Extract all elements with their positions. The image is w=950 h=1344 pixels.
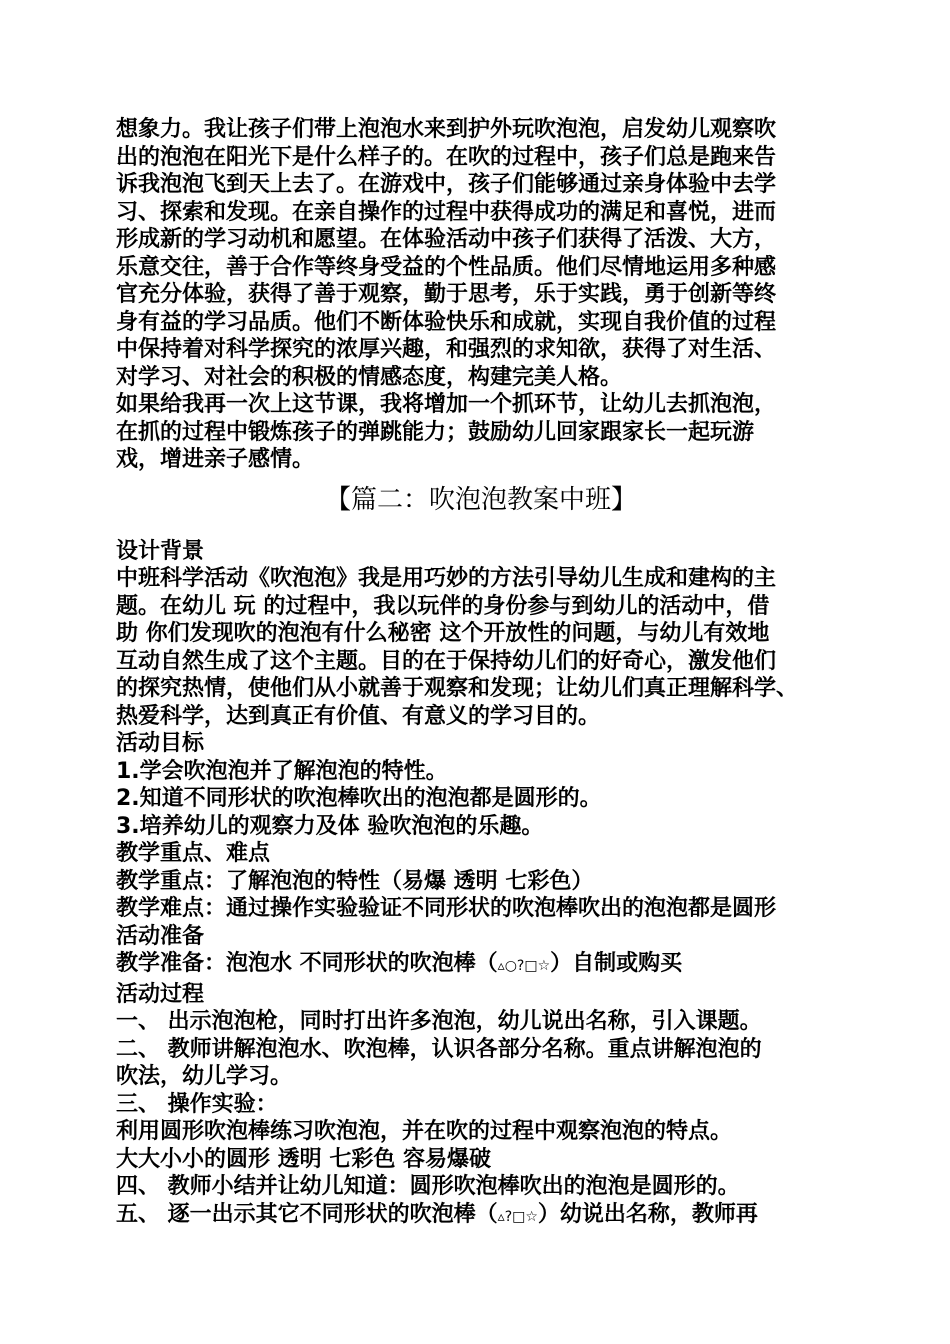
goal-item: 3.培养幼儿的观察力及体 验吹泡泡的乐趣。 [116,813,544,839]
background-heading: 设计背景 [116,538,205,564]
document-body [116,116,846,1231]
goal-item: 1.学会吹泡泡并了解泡泡的特性。 [116,758,448,784]
text-line: 中保持着对科学探究的浓厚兴趣，和强烈的求知欲，获得了对生活、 [116,337,777,362]
improvement-paragraph [116,391,846,474]
preparation-heading: 活动准备 [116,923,205,949]
text-line: 出的泡泡在阳光下是什么样子的。在吹的过程中，孩子们总是跑来告 [116,144,777,170]
goals-heading: 活动目标 [116,731,205,756]
process-step: 二、 教师讲解泡泡水、吹泡棒，认识各部分名称。重点讲解泡泡的 [116,1036,762,1062]
preparation-text: 教学准备：泡泡水 不同形状的吹泡棒（ [116,951,498,976]
reflection-paragraph [116,116,846,391]
goal-item: 2.知道不同形状的吹泡棒吹出的泡泡都是圆形的。 [116,786,602,811]
preparation-line [116,950,846,981]
key-point: 教学重点：了解泡泡的特性（易爆 透明 七彩色） [116,868,594,894]
text-line: 的探究热情，使他们从小就善于观察和发现；让幼儿们真正理解科学、 [116,676,799,701]
text-line: 戏，增进亲子感情。 [116,447,315,472]
background-paragraph [116,565,846,730]
process-step: 三、 操作实验： [116,1091,278,1117]
text-line: 助 你们发现吹的泡泡有什么秘密 这个开放性的问题，与幼儿有效地 [116,621,770,646]
step-text-end: ）幼说出名称，教师再 [537,1201,758,1227]
text-line: 形成新的学习动机和愿望。在体验活动中孩子们获得了活泼、大方， [116,227,777,252]
text-line: 想象力。我让孩子们带上泡泡水来到护外玩吹泡泡，启发幼儿观察吹 [116,117,777,142]
text-line: 在抓的过程中锻炼孩子的弹跳能力；鼓励幼儿回家跟家长一起玩游 [116,419,755,445]
process-heading: 活动过程 [116,981,205,1007]
text-line: 如果给我再一次上这节课，我将增加一个抓环节，让幼儿去抓泡泡， [116,392,777,417]
shape-symbols: ▵○?□☆ [497,958,551,974]
process-step: 大大小小的圆形 透明 七彩色 容易爆破 [116,1146,491,1172]
text-line: 互动自然生成了这个主题。目的在于保持幼儿们的好奇心，激发他们 [116,648,777,674]
process-step-5 [116,1201,846,1232]
text-line: 对学习、对社会的积极的情感态度，构建完美人格。 [116,364,623,390]
process-step: 吹法，幼儿学习。 [116,1064,293,1089]
key-points-heading: 教学重点、难点 [116,841,271,866]
process-step: 利用圆形吹泡棒练习吹泡泡，并在吹的过程中观察泡泡的特点。 [116,1119,733,1144]
text-line: 诉我泡泡飞到天上去了。在游戏中，孩子们能够通过亲身体验中去学 [116,172,777,197]
text-line: 中班科学活动《吹泡泡》我是用巧妙的方法引导幼儿生成和建构的主 [116,566,777,591]
section-title: 【篇二：吹泡泡教案中班】 [324,484,637,515]
process-step: 四、 教师小结并让幼儿知道：圆形吹泡棒吹出的泡泡是圆形的。 [116,1174,740,1199]
text-line: 习、探索和发现。在亲自操作的过程中获得成功的满足和喜悦，进而 [116,199,777,225]
text-line: 热爱科学，达到真正有价值、有意义的学习目的。 [116,703,601,729]
shape-symbols: ▵?□☆ [497,1208,538,1225]
text-line: 官充分体验，获得了善于观察，勤于思考，乐于实践，勇于创新等终 [116,282,777,307]
step-text: 五、 逐一出示其它不同形状的吹泡棒（ [116,1201,498,1227]
text-line: 题。在幼儿 玩 的过程中，我以玩伴的身份参与到幼儿的活动中，借 [116,593,770,619]
text-line: 乐意交往，善于合作等终身受益的个性品质。他们尽情地运用多种感 [116,254,777,280]
difficulty: 教学难点：通过操作实验验证不同形状的吹泡棒吹出的泡泡都是圆形 [116,896,777,921]
process-step: 一、 出示泡泡枪，同时打出许多泡泡，幼儿说出名称，引入课题。 [116,1009,762,1034]
text-line: 身有益的学习品质。他们不断体验快乐和成就，实现自我价值的过程 [116,309,777,335]
preparation-text-end: ）自制或购买 [550,951,683,976]
